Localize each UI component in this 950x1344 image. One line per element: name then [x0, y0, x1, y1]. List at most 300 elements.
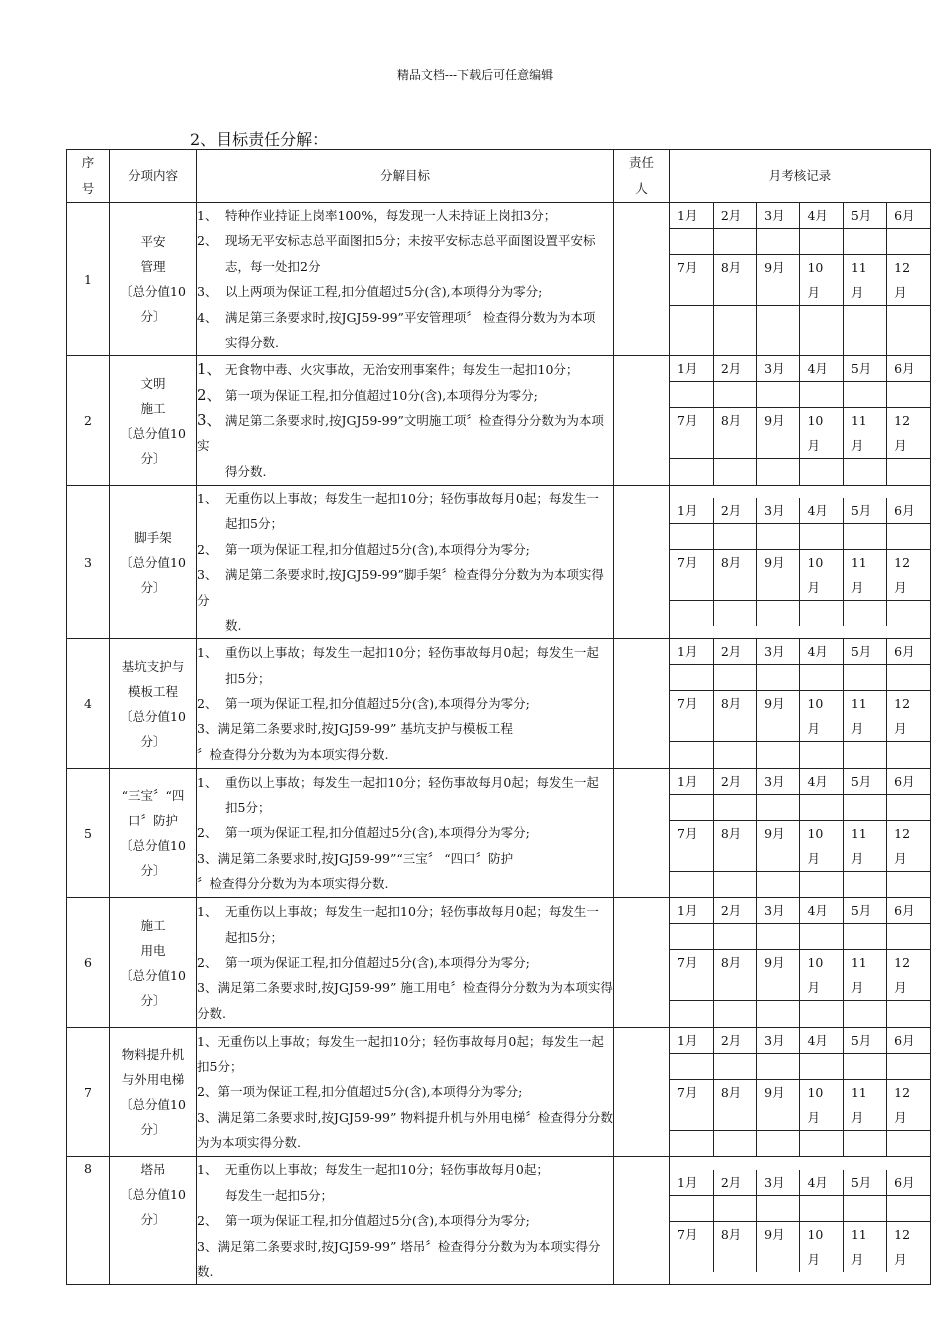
goal-text: 分数.	[197, 1005, 226, 1021]
month-label	[713, 408, 756, 459]
row-monthly-record	[670, 203, 931, 356]
row-owner[interactable]	[614, 768, 670, 898]
month-label-text: 1月	[677, 1174, 698, 1190]
month-label-text: 6月	[894, 1032, 915, 1048]
month-label	[757, 549, 800, 600]
month-label-text: 7月	[677, 554, 698, 570]
month-label	[713, 498, 756, 524]
month-score-cell[interactable]	[670, 794, 713, 820]
month-score-cell[interactable]	[713, 665, 756, 691]
month-label	[757, 820, 800, 871]
goal-line	[197, 1029, 613, 1054]
month-score-cell[interactable]	[843, 871, 886, 897]
goal-text: 无食物中毒、火灾事故，无治安刑事案件；每发生一起扣10分；	[225, 362, 579, 378]
row-goals	[197, 639, 614, 769]
month-label-text: 9月	[764, 260, 785, 276]
month-label-text: 9月	[764, 825, 785, 841]
month-label	[800, 1170, 843, 1196]
month-label	[713, 1028, 756, 1054]
month-label	[800, 898, 843, 924]
table-row	[67, 639, 931, 769]
month-score-cell[interactable]	[670, 1001, 713, 1027]
month-label-text: 5月	[850, 1032, 872, 1048]
month-score-cell[interactable]	[757, 459, 800, 485]
month-score-cell[interactable]	[757, 665, 800, 691]
month-score-cell[interactable]	[843, 1130, 886, 1156]
goal-line	[197, 770, 613, 795]
row-goals	[197, 768, 614, 898]
month-score-cell[interactable]	[843, 229, 886, 255]
month-label-text: 4月	[807, 208, 828, 224]
month-score-cell[interactable]	[670, 1130, 713, 1156]
month-label	[843, 1221, 886, 1272]
month-label-text: 12 月	[894, 696, 911, 737]
goal-text: 无重伤以上事故；每发生一起扣10分；轻伤事故每月0起；	[225, 1162, 549, 1178]
month-label	[887, 408, 930, 459]
col-item: 分项内容	[110, 150, 197, 203]
month-label	[843, 356, 886, 382]
month-label	[757, 1170, 800, 1196]
goal-line	[197, 511, 613, 536]
month-score-cell[interactable]	[800, 229, 843, 255]
month-label	[800, 549, 843, 600]
month-score-cell[interactable]	[757, 1195, 800, 1221]
month-score-cell[interactable]	[887, 1053, 930, 1079]
month-score-cell[interactable]	[887, 229, 930, 255]
month-score-cell[interactable]	[670, 382, 713, 408]
month-label-text: 1月	[677, 903, 698, 919]
month-label	[800, 769, 843, 795]
month-score-cell[interactable]	[670, 665, 713, 691]
month-label	[713, 1221, 756, 1272]
month-score-cell[interactable]	[843, 1001, 886, 1027]
month-score-cell[interactable]	[713, 229, 756, 255]
month-label-text: 6月	[894, 644, 915, 660]
row-item	[110, 356, 197, 486]
month-label-text: 7月	[677, 1226, 698, 1242]
row-owner[interactable]	[614, 639, 670, 769]
month-score-cell[interactable]	[887, 306, 930, 355]
goal-text: 第一项为保证工程,扣分值超过5分(含),本项得分为零分;	[225, 954, 530, 970]
month-score-cell[interactable]	[670, 600, 713, 626]
row-item-label: 基坑支护与 模板工程 〔总分值10 分〕	[120, 658, 186, 749]
goal-line	[197, 742, 613, 767]
month-label-text: 7月	[677, 696, 698, 712]
month-score-cell[interactable]	[887, 924, 930, 950]
month-label	[670, 356, 713, 382]
month-label	[670, 898, 713, 924]
month-score-cell[interactable]	[800, 600, 843, 626]
month-score-cell[interactable]	[843, 523, 886, 549]
month-score-cell[interactable]	[800, 306, 843, 355]
month-label	[843, 691, 886, 742]
month-label	[757, 203, 800, 229]
month-label	[713, 203, 756, 229]
month-score-cell[interactable]	[843, 742, 886, 768]
month-label-text: 3月	[764, 644, 785, 660]
goal-line	[197, 899, 613, 924]
table-row	[67, 898, 931, 1028]
month-score-cell[interactable]	[670, 306, 713, 355]
row-goals	[197, 203, 614, 356]
month-score-cell[interactable]	[887, 459, 930, 485]
month-score-cell[interactable]	[670, 523, 713, 549]
month-label-text: 8月	[720, 696, 742, 712]
month-label-text: 5月	[850, 903, 872, 919]
month-score-cell[interactable]	[713, 924, 756, 950]
goal-text: 〞检查得分分数为为本项实得分数.	[197, 746, 389, 762]
goal-text: 为为本项实得分数.	[197, 1135, 301, 1151]
goal-text: 满足第二条要求时,按JGJ59-99”文明施工项〞检查得分分数为为本项实	[197, 412, 604, 454]
row-owner[interactable]	[614, 203, 670, 356]
row-item	[110, 1157, 197, 1285]
row-item	[110, 1027, 197, 1157]
month-score-cell[interactable]	[843, 459, 886, 485]
month-label-text: 5月	[850, 773, 872, 789]
month-label-text: 2月	[720, 644, 742, 660]
month-label	[713, 549, 756, 600]
month-label-text: 9月	[764, 1084, 785, 1100]
month-label	[800, 639, 843, 665]
month-label-text: 12 月	[894, 1084, 911, 1125]
goal-text: 3、满足第二条要求时,按JGJ59-99” 物料提升机与外用电梯〞检查得分分数	[197, 1109, 613, 1125]
month-score-cell[interactable]	[757, 924, 800, 950]
month-label	[670, 255, 713, 306]
month-label-text: 5月	[850, 361, 872, 377]
goal-text: 第一项为保证工程,扣分值超过10分(含),本项得分为零分;	[225, 387, 538, 403]
goal-line	[197, 950, 613, 975]
month-label	[843, 498, 886, 524]
month-score-cell[interactable]	[757, 523, 800, 549]
month-label-text: 7月	[677, 260, 698, 276]
month-label	[757, 1079, 800, 1130]
month-label	[713, 255, 756, 306]
month-label-text: 9月	[764, 696, 785, 712]
col-goal: 分解目标	[197, 150, 614, 203]
month-label-text: 3月	[764, 361, 785, 377]
row-seq: 8	[67, 1157, 110, 1285]
row-item-label: 物料提升机 与外用电梯 〔总分值10 分〕	[120, 1047, 186, 1138]
month-score-cell[interactable]	[713, 600, 756, 626]
month-label-text: 8月	[720, 554, 742, 570]
goal-number: 1、	[197, 490, 218, 506]
goal-text: 3、满足第二条要求时,按JGJ59-99” 基坑支护与模板工程	[197, 721, 513, 737]
row-goals	[197, 356, 614, 486]
month-label-text: 12 月	[894, 413, 911, 454]
month-label-text: 11 月	[850, 1084, 867, 1125]
row-monthly-record	[670, 1157, 931, 1285]
month-label-text: 3月	[764, 1032, 785, 1048]
month-score-cell[interactable]	[843, 600, 886, 626]
goal-line	[197, 203, 613, 228]
month-label-text: 4月	[807, 361, 828, 377]
goal-text: 以上两项为保证工程,扣分值超过5分(含),本项得分为零分;	[225, 284, 543, 300]
month-label-text: 10 月	[807, 413, 824, 454]
goal-text: 起扣5分；	[225, 929, 283, 945]
goal-number: 1、	[197, 360, 222, 379]
month-score-cell[interactable]	[887, 523, 930, 549]
month-label-text: 4月	[807, 502, 828, 518]
row-item-label: 施工 用电 〔总分值10 分〕	[120, 917, 186, 1008]
goal-line	[197, 1054, 613, 1079]
month-score-cell[interactable]	[713, 871, 756, 897]
month-label-text: 8月	[720, 1084, 742, 1100]
month-label-text: 1月	[677, 208, 698, 224]
month-score-cell[interactable]	[757, 600, 800, 626]
month-score-cell[interactable]	[800, 523, 843, 549]
goal-text: 扣5分；	[225, 800, 271, 816]
goal-text: 2、第一项为保证工程,扣分值超过5分(含),本项得分为零分;	[197, 1084, 523, 1100]
goal-text: 特种作业持证上岗率100%，每发现一人未持证上岗扣3分；	[225, 208, 557, 223]
month-score-cell[interactable]	[843, 306, 886, 355]
row-owner[interactable]	[614, 898, 670, 1028]
month-label	[670, 1079, 713, 1130]
month-label-text: 7月	[677, 825, 698, 841]
month-score-cell[interactable]	[887, 871, 930, 897]
row-monthly-record	[670, 356, 931, 486]
month-score-cell[interactable]	[843, 924, 886, 950]
goal-line	[197, 486, 613, 511]
row-owner[interactable]	[614, 356, 670, 486]
month-score-cell[interactable]	[713, 1130, 756, 1156]
month-score-cell[interactable]	[843, 665, 886, 691]
month-label	[887, 769, 930, 795]
goal-line	[197, 1130, 613, 1155]
col-owner: 责任 人	[614, 150, 670, 203]
month-score-cell[interactable]	[800, 924, 843, 950]
table-row	[67, 356, 931, 486]
month-score-cell[interactable]	[887, 1001, 930, 1027]
month-score-cell[interactable]	[800, 665, 843, 691]
month-score-cell[interactable]	[713, 794, 756, 820]
month-score-cell[interactable]	[800, 1001, 843, 1027]
month-score-cell[interactable]	[670, 871, 713, 897]
month-label-text: 10 月	[807, 554, 824, 595]
month-score-cell[interactable]	[887, 1130, 930, 1156]
goal-text: 现场无平安标志总平面图扣5分；未按平安标志总平面图设置平安标	[225, 233, 596, 249]
month-score-cell[interactable]	[800, 742, 843, 768]
month-score-cell[interactable]	[757, 229, 800, 255]
month-label-text: 1月	[677, 644, 698, 660]
goal-line	[197, 1079, 613, 1104]
month-score-cell[interactable]	[843, 794, 886, 820]
month-label	[713, 898, 756, 924]
goal-number: 3、	[197, 567, 218, 583]
month-score-cell[interactable]	[887, 382, 930, 408]
month-score-cell[interactable]	[713, 1195, 756, 1221]
goal-line	[197, 305, 613, 330]
goal-line	[197, 846, 613, 871]
goal-line	[197, 613, 613, 638]
month-label-text: 3月	[764, 773, 785, 789]
month-label-text: 2月	[720, 773, 742, 789]
month-score-cell[interactable]	[713, 459, 756, 485]
month-score-cell[interactable]	[670, 459, 713, 485]
goal-line	[197, 254, 613, 279]
month-score-cell[interactable]	[713, 306, 756, 355]
month-score-cell[interactable]	[713, 1001, 756, 1027]
goal-text: 无重伤以上事故；每发生一起扣10分；轻伤事故每月0起；每发生一	[225, 904, 599, 920]
month-score-cell[interactable]	[713, 382, 756, 408]
goal-number: 2、	[197, 1213, 218, 1229]
month-label-text: 10 月	[807, 260, 824, 301]
month-label	[757, 639, 800, 665]
month-score-cell[interactable]	[800, 459, 843, 485]
month-label	[843, 769, 886, 795]
month-label	[887, 1170, 930, 1196]
month-label-text: 10 月	[807, 1084, 824, 1125]
goal-text: 满足第三条要求时,按JGJ59-99”平安管理项〞 检查得分数为为本项	[225, 309, 596, 325]
goal-text: 重伤以上事故；每发生一起扣10分；轻伤事故每月0起；每发生一起	[225, 774, 599, 790]
month-score-cell[interactable]	[887, 600, 930, 626]
month-score-cell[interactable]	[713, 523, 756, 549]
row-owner[interactable]	[614, 1027, 670, 1157]
month-score-cell[interactable]	[800, 1053, 843, 1079]
table-row	[67, 485, 931, 638]
goal-text: 每发生一起扣5分；	[225, 1187, 333, 1203]
goal-line	[197, 820, 613, 845]
goal-line	[197, 279, 613, 304]
goal-line	[197, 925, 613, 950]
month-score-cell[interactable]	[670, 924, 713, 950]
month-score-cell[interactable]	[887, 1195, 930, 1221]
month-score-cell[interactable]	[843, 382, 886, 408]
goal-number: 2、	[197, 695, 218, 711]
row-seq: 1	[67, 203, 110, 356]
month-score-cell[interactable]	[757, 1001, 800, 1027]
month-label	[800, 203, 843, 229]
goal-line	[197, 330, 613, 355]
month-label-text: 4月	[807, 903, 828, 919]
month-label-text: 6月	[894, 1174, 915, 1190]
month-label	[887, 356, 930, 382]
row-goals	[197, 485, 614, 638]
month-label-text: 3月	[764, 1174, 785, 1190]
month-score-cell[interactable]	[757, 306, 800, 355]
month-score-cell[interactable]	[757, 1130, 800, 1156]
goal-text: 扣5分；	[197, 1059, 243, 1075]
month-score-cell[interactable]	[670, 229, 713, 255]
month-score-cell[interactable]	[887, 794, 930, 820]
month-label	[887, 950, 930, 1001]
month-label	[670, 498, 713, 524]
month-label-text: 3月	[764, 208, 785, 224]
month-score-cell[interactable]	[800, 794, 843, 820]
month-label-text: 8月	[720, 825, 742, 841]
month-label	[843, 898, 886, 924]
month-score-cell[interactable]	[800, 382, 843, 408]
month-label	[843, 255, 886, 306]
goal-number: 1、	[197, 1162, 218, 1178]
month-label-text: 6月	[894, 361, 915, 377]
month-label-text: 10 月	[807, 825, 824, 866]
month-label-text: 5月	[850, 208, 872, 224]
month-label-text: 12 月	[894, 955, 911, 996]
month-score-cell[interactable]	[800, 1130, 843, 1156]
month-label-text: 10 月	[807, 1226, 824, 1267]
month-score-cell[interactable]	[843, 1053, 886, 1079]
month-label	[757, 769, 800, 795]
month-score-cell[interactable]	[757, 382, 800, 408]
row-item-label: 塔吊 〔总分值10 分〕	[120, 1162, 186, 1228]
month-score-cell[interactable]	[887, 742, 930, 768]
goal-number: 3、	[197, 284, 218, 300]
goal-line	[197, 562, 613, 613]
row-item-label: 文明 施工 〔总分值10 分〕	[120, 375, 186, 466]
month-label-text: 7月	[677, 955, 698, 971]
month-score-cell[interactable]	[800, 1195, 843, 1221]
goal-number: 3、	[197, 410, 222, 429]
month-score-cell[interactable]	[757, 742, 800, 768]
month-label-text: 11 月	[850, 554, 867, 595]
month-label	[843, 408, 886, 459]
goal-line	[197, 691, 613, 716]
month-label	[800, 498, 843, 524]
row-owner[interactable]	[614, 1157, 670, 1285]
month-label	[887, 898, 930, 924]
row-owner[interactable]	[614, 485, 670, 638]
month-score-cell[interactable]	[670, 1053, 713, 1079]
goal-text: 无重伤以上事故；每发生一起扣10分；轻伤事故每月0起；每发生一	[225, 490, 599, 506]
month-label	[713, 356, 756, 382]
month-label	[887, 1221, 930, 1272]
month-score-cell[interactable]	[757, 871, 800, 897]
goal-text: 3、满足第二条要求时,按JGJ59-99” 施工用电〞检查得分分数为为本项实得	[197, 980, 613, 996]
table-row	[67, 203, 931, 356]
month-label	[713, 691, 756, 742]
month-label-text: 10 月	[807, 955, 824, 996]
row-monthly-record	[670, 1027, 931, 1157]
month-label-text: 9月	[764, 955, 785, 971]
month-label-text: 12 月	[894, 825, 911, 866]
month-label-text: 2月	[720, 903, 742, 919]
month-label-text: 9月	[764, 1226, 785, 1242]
month-score-cell[interactable]	[670, 1195, 713, 1221]
goal-line	[197, 1234, 613, 1285]
month-label-text: 4月	[807, 1032, 828, 1048]
month-label-text: 11 月	[850, 260, 867, 301]
month-score-cell[interactable]	[800, 871, 843, 897]
month-label	[843, 203, 886, 229]
month-label-text: 12 月	[894, 1226, 911, 1267]
row-seq: 5	[67, 768, 110, 898]
month-label	[800, 408, 843, 459]
month-score-cell[interactable]	[757, 794, 800, 820]
month-score-cell[interactable]	[670, 742, 713, 768]
row-item-label: 脚手架 〔总分值10 分〕	[120, 529, 186, 595]
month-label	[670, 203, 713, 229]
month-label	[843, 1079, 886, 1130]
row-item	[110, 485, 197, 638]
month-label	[670, 769, 713, 795]
month-score-cell[interactable]	[757, 1053, 800, 1079]
row-seq: 4	[67, 639, 110, 769]
month-score-cell[interactable]	[713, 1053, 756, 1079]
goal-line	[197, 537, 613, 562]
month-label	[800, 1079, 843, 1130]
goal-text: 实得分数.	[225, 335, 279, 351]
month-label-text: 2月	[720, 502, 742, 518]
row-goals	[197, 1027, 614, 1157]
row-monthly-record	[670, 639, 931, 769]
month-label	[887, 691, 930, 742]
month-score-cell[interactable]	[887, 665, 930, 691]
month-score-cell[interactable]	[713, 742, 756, 768]
goal-line	[197, 795, 613, 820]
month-label	[670, 1170, 713, 1196]
month-score-cell[interactable]	[843, 1195, 886, 1221]
month-label	[800, 820, 843, 871]
